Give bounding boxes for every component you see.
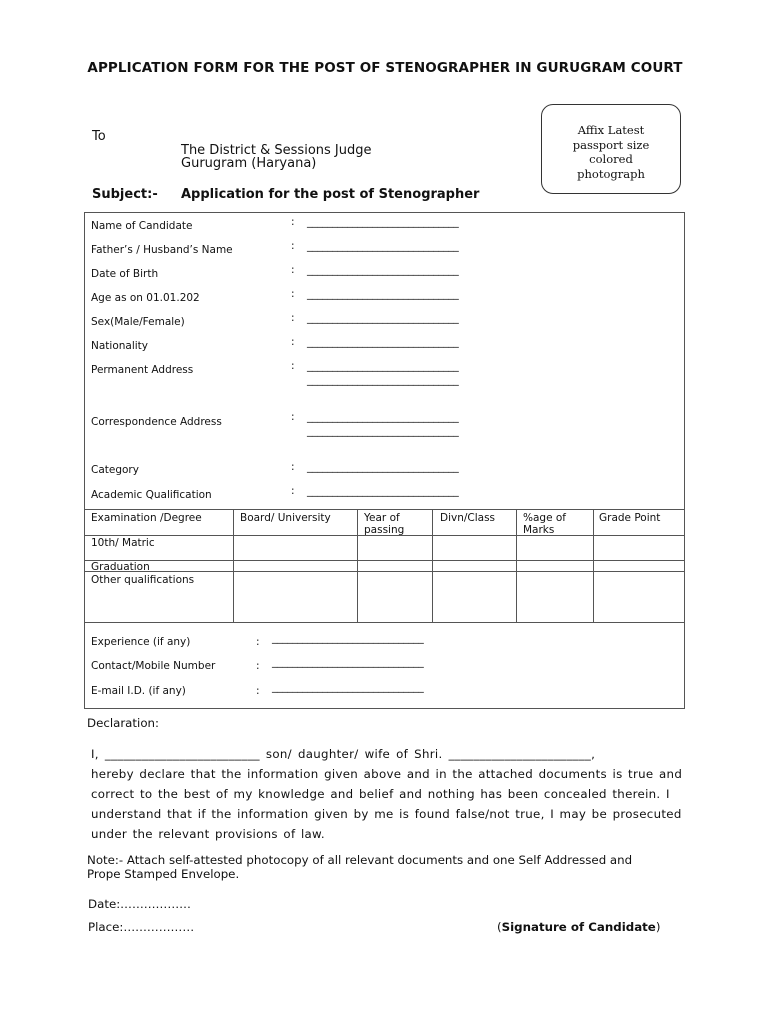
declaration-heading: Declaration: xyxy=(87,716,159,730)
declaration-line: I, _________________________ son/ daughter/ wife of Shri. _______________________, xyxy=(91,747,596,761)
experience-field[interactable]: ______________________________ xyxy=(272,632,424,644)
table-header: Grade Point xyxy=(599,512,661,524)
table-border xyxy=(233,509,234,622)
table-border xyxy=(593,509,594,622)
field-colon: : xyxy=(256,660,260,672)
photo-box[interactable] xyxy=(541,104,681,194)
field-colon: : xyxy=(291,461,295,473)
photo-box-line: Affix Latest xyxy=(577,123,645,137)
field-colon: : xyxy=(291,216,295,228)
field-label: Father’s / Husband’s Name xyxy=(91,244,233,256)
field-label: Category xyxy=(91,464,139,476)
field-colon: : xyxy=(291,264,295,276)
age-field[interactable]: ______________________________ xyxy=(307,288,459,300)
declaration-line: understand that if the information given by me is found false/not true, I may be prosecuted xyxy=(91,807,682,821)
table-header: Year of passing xyxy=(364,512,405,536)
table-header: Board/ University xyxy=(240,512,331,524)
field-label: Academic Qualification xyxy=(91,489,212,501)
correspondence-address-field-line2[interactable]: ______________________________ xyxy=(307,425,459,437)
field-colon: : xyxy=(291,288,295,300)
subject-text: Application for the post of Stenographer xyxy=(181,187,480,202)
date-field[interactable]: Date:……………… xyxy=(88,897,191,911)
field-colon: : xyxy=(291,411,295,423)
permanent-address-field-line2[interactable]: ______________________________ xyxy=(307,374,459,386)
table-header: %age of Marks xyxy=(523,512,566,536)
nationality-field[interactable]: ______________________________ xyxy=(307,336,459,348)
field-label: Correspondence Address xyxy=(91,416,222,428)
declaration-line: hereby declare that the information given above and in the attached documents is true and xyxy=(91,767,683,781)
photo-box-line: colored xyxy=(589,152,633,166)
signature-block xyxy=(497,920,660,934)
academic-qualification-field[interactable]: ______________________________ xyxy=(307,485,459,497)
declaration-line: correct to the best of my knowledge and belief and nothing has been concealed therein. I xyxy=(91,787,670,801)
permanent-address-field[interactable]: ______________________________ xyxy=(307,360,459,372)
father-husband-name-field[interactable]: ______________________________ xyxy=(307,240,459,252)
signature-paren: ( xyxy=(497,920,502,934)
subject-label: Subject:- xyxy=(92,187,158,202)
note-line: Note:- Attach self-attested photocopy of all relevant documents and one Self Addressed and xyxy=(87,853,633,867)
field-colon: : xyxy=(291,485,295,497)
table-row-label: Other qualifications xyxy=(91,574,195,586)
field-colon: : xyxy=(291,360,295,372)
field-colon: : xyxy=(291,336,295,348)
sex-field[interactable]: ______________________________ xyxy=(307,312,459,324)
name-field[interactable]: ______________________________ xyxy=(307,216,459,228)
field-label: E-mail I.D. (if any) xyxy=(91,685,186,697)
table-border xyxy=(85,509,684,510)
table-border xyxy=(85,571,684,572)
photo-box-line: passport size xyxy=(572,137,650,152)
signature-label: Signature of Candidate xyxy=(501,920,656,934)
mobile-number-field[interactable]: ______________________________ xyxy=(272,656,424,668)
application-form-box xyxy=(84,212,685,709)
table-border xyxy=(432,509,433,622)
field-label: Permanent Address xyxy=(91,364,194,376)
field-label: Date of Birth xyxy=(91,268,159,280)
note-line: Prope Stamped Envelope. xyxy=(87,867,240,881)
field-label: Experience (if any) xyxy=(91,636,191,648)
table-border xyxy=(516,509,517,622)
signature-paren: ) xyxy=(655,920,661,934)
field-colon: : xyxy=(291,312,295,324)
addressee-line: Gurugram (Haryana) xyxy=(181,156,317,171)
field-label: Age as on 01.01.202 xyxy=(91,292,200,304)
category-field[interactable]: ______________________________ xyxy=(307,461,459,473)
table-row-label: 10th/ Matric xyxy=(91,537,155,549)
photo-box-line: photograph xyxy=(577,166,645,181)
date-of-birth-field[interactable]: ______________________________ xyxy=(307,264,459,276)
email-field[interactable]: ______________________________ xyxy=(272,681,424,693)
addressee-line: The District & Sessions Judge xyxy=(181,143,372,158)
field-label: Name of Candidate xyxy=(91,220,193,232)
field-colon: : xyxy=(291,240,295,252)
table-border xyxy=(85,622,684,623)
table-header: Divn/Class xyxy=(440,512,496,524)
page-title: APPLICATION FORM FOR THE POST OF STENOGRAPHER IN GURUGRAM COURT xyxy=(87,60,683,76)
field-label: Sex(Male/Female) xyxy=(91,316,185,328)
declaration-line: under the relevant provisions of law. xyxy=(91,827,325,841)
correspondence-address-field[interactable]: ______________________________ xyxy=(307,411,459,423)
to-label: To xyxy=(92,129,106,144)
field-colon: : xyxy=(256,636,260,648)
table-border xyxy=(85,560,684,561)
table-border xyxy=(357,509,358,622)
field-label: Contact/Mobile Number xyxy=(91,660,216,672)
field-label: Nationality xyxy=(91,340,149,352)
field-colon: : xyxy=(256,685,260,697)
table-header: Examination /Degree xyxy=(91,512,202,524)
table-row-label: Graduation xyxy=(91,561,150,573)
place-field[interactable]: Place:……………… xyxy=(88,920,195,934)
